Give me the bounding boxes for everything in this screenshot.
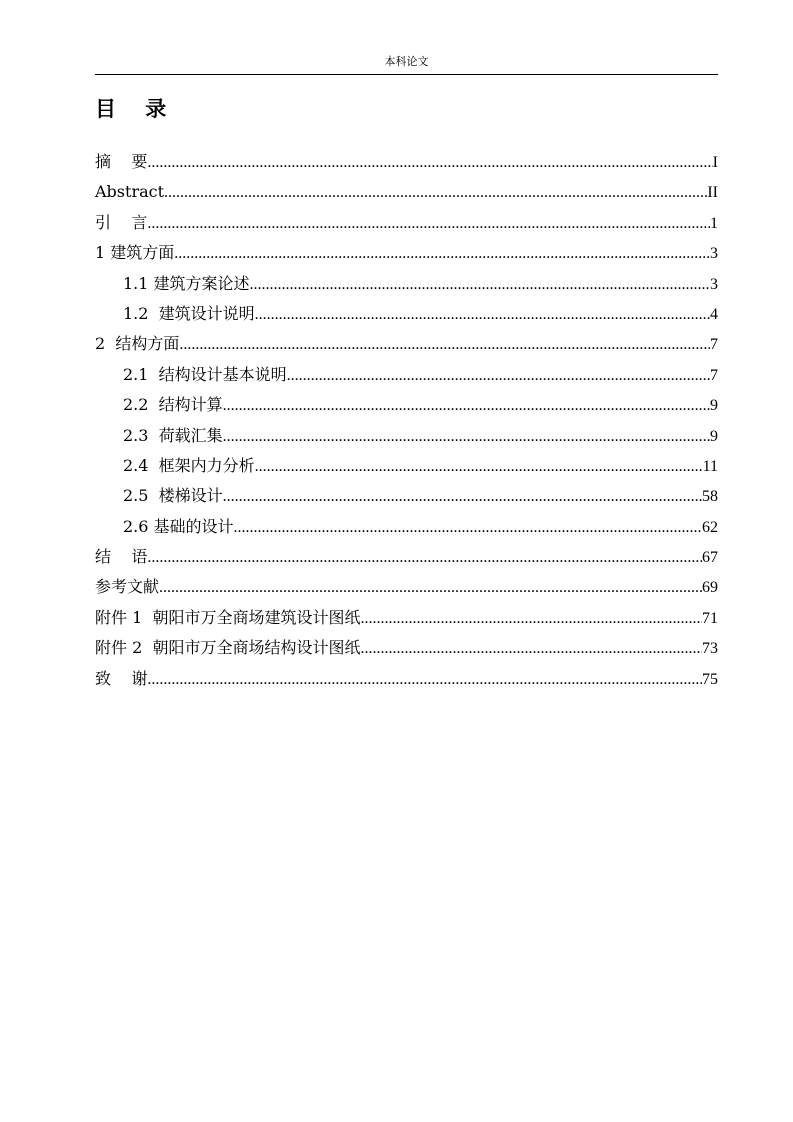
toc-entry-page: 58 bbox=[702, 488, 718, 506]
toc-entry-label: 2.1 结构设计基本说明 bbox=[123, 364, 287, 384]
toc-entry-page: 75 bbox=[702, 670, 718, 688]
toc-entry-label: 参考文献 bbox=[95, 577, 160, 597]
toc-leader-dots bbox=[287, 361, 710, 391]
header-text: 本科论文 bbox=[384, 55, 429, 68]
toc-entry-label: 2.2 结构计算 bbox=[123, 395, 223, 415]
toc-entry-section-1-2[interactable] bbox=[95, 299, 718, 329]
toc-entry-section-2-1[interactable] bbox=[95, 360, 718, 390]
toc-leader-dots bbox=[147, 209, 710, 239]
toc-leader-dots bbox=[255, 300, 710, 330]
toc-entry-page: 7 bbox=[710, 336, 718, 354]
toc-entry-page: 69 bbox=[702, 579, 718, 597]
toc-leader-dots bbox=[147, 543, 702, 573]
toc-entry-appendix-2[interactable] bbox=[95, 633, 718, 663]
toc-entry-label: 附件 1 朝阳市万全商场建筑设计图纸 bbox=[95, 607, 361, 627]
toc-leader-dots bbox=[223, 482, 702, 512]
toc-leader-dots bbox=[174, 239, 710, 269]
toc-entry-label: 2.6 基础的设计 bbox=[123, 516, 234, 536]
toc-entry-section-2-2[interactable] bbox=[95, 390, 718, 420]
toc-entry-page: 9 bbox=[710, 427, 718, 445]
toc-entry-label: 1 建筑方面 bbox=[95, 243, 175, 263]
toc-entry-page: 7 bbox=[710, 366, 718, 384]
toc-entry-section-2-6[interactable] bbox=[95, 512, 718, 542]
toc-entry-label: 2.5 楼梯设计 bbox=[123, 486, 223, 506]
toc-entry-page: 71 bbox=[702, 609, 718, 627]
toc-entry-acknowledgements[interactable] bbox=[95, 664, 718, 694]
toc-entry-abstract-en[interactable] bbox=[95, 177, 718, 207]
toc-entry-appendix-1[interactable] bbox=[95, 603, 718, 633]
toc-leader-dots bbox=[250, 270, 710, 300]
toc-leader-dots bbox=[164, 178, 707, 208]
toc-leader-dots bbox=[223, 422, 710, 452]
toc-entry-label: Abstract bbox=[95, 182, 165, 202]
toc-leader-dots bbox=[147, 665, 702, 695]
toc-entry-page: I bbox=[712, 154, 718, 171]
toc-entry-page: 1 bbox=[710, 214, 718, 232]
toc-entry-label: 1.1 建筑方案论述 bbox=[123, 273, 250, 293]
toc-entry-label: 2.4 框架内力分析 bbox=[123, 455, 255, 475]
toc-entry-references[interactable] bbox=[95, 572, 718, 602]
toc-entry-page: 62 bbox=[702, 518, 718, 536]
toc-entry-label: 引 言 bbox=[95, 212, 148, 232]
toc-entry-page: II bbox=[707, 184, 718, 202]
toc-leader-dots bbox=[147, 148, 712, 178]
toc-leader-dots bbox=[360, 604, 702, 634]
toc-entry-section-2-3[interactable] bbox=[95, 421, 718, 451]
toc-leader-dots bbox=[255, 452, 703, 482]
page-header bbox=[95, 54, 718, 75]
toc-leader-dots bbox=[179, 330, 710, 360]
toc-entry-label: 摘 要 bbox=[95, 152, 148, 171]
toc-entry-page: 9 bbox=[710, 397, 718, 415]
toc-entry-page: 4 bbox=[710, 305, 718, 323]
toc-entry-page: 3 bbox=[710, 245, 718, 263]
toc-entry-section-1-1[interactable] bbox=[95, 269, 718, 299]
toc-leader-dots bbox=[360, 634, 702, 664]
toc-entry-page: 73 bbox=[702, 640, 718, 658]
toc-entry-label: 结 语 bbox=[95, 547, 148, 567]
toc-entry-page: 3 bbox=[710, 275, 718, 293]
toc-entry-page: 11 bbox=[702, 457, 718, 475]
toc-entry-chapter-1[interactable] bbox=[95, 238, 718, 268]
toc-leader-dots bbox=[223, 391, 710, 421]
toc-entry-section-2-5[interactable] bbox=[95, 481, 718, 511]
toc-entry-introduction[interactable] bbox=[95, 208, 718, 238]
toc-leader-dots bbox=[234, 513, 702, 543]
toc-entry-label: 附件 2 朝阳市万全商场结构设计图纸 bbox=[95, 638, 361, 658]
toc-entry-abstract-cn[interactable] bbox=[95, 147, 718, 177]
toc-entry-chapter-2[interactable] bbox=[95, 329, 718, 359]
toc-entry-page: 67 bbox=[702, 549, 718, 567]
toc-entry-label: 1.2 建筑设计说明 bbox=[123, 303, 255, 323]
toc-entry-conclusion[interactable] bbox=[95, 542, 718, 572]
toc-entry-label: 2.3 荷载汇集 bbox=[123, 425, 223, 445]
toc-entry-label: 2 结构方面 bbox=[95, 334, 180, 354]
toc-entry-label: 致 谢 bbox=[95, 668, 148, 688]
toc-leader-dots bbox=[159, 573, 702, 603]
toc-title: 目 录 bbox=[95, 97, 167, 121]
toc-entry-section-2-4[interactable] bbox=[95, 451, 718, 481]
table-of-contents bbox=[95, 147, 718, 694]
